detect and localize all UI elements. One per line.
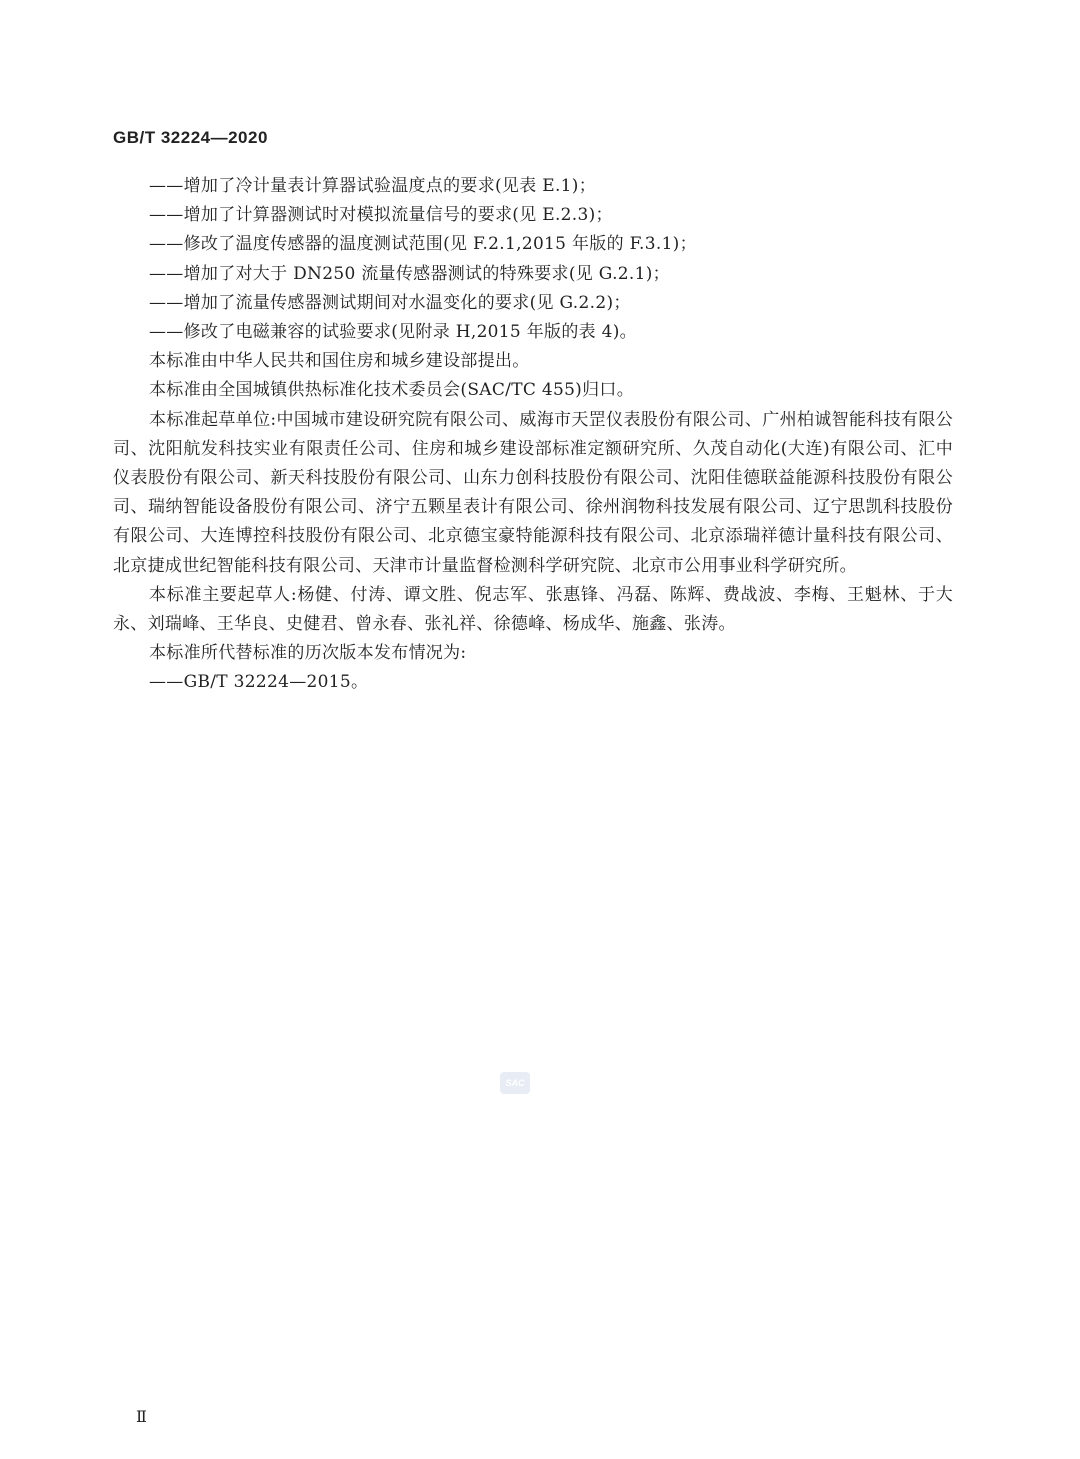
change-item-6: ——修改了电磁兼容的试验要求(见附录 H,2015 年版的表 4)。: [149, 322, 637, 343]
sac-watermark-logo: SAC: [500, 1072, 530, 1094]
change-item-2: ——增加了计算器测试时对模拟流量信号的要求(见 E.2.3)；: [149, 205, 613, 226]
drafters-paragraph: 本标准主要起草人:杨健、付涛、谭文胜、倪志军、张惠锋、冯磊、陈辉、费战波、李梅、王魁林、于大永、刘瑞峰、王华良、史健君、曾永春、张礼祥、徐德峰、杨成华、施鑫、张涛。: [113, 584, 953, 635]
drafting-units-paragraph: 本标准起草单位:中国城市建设研究院有限公司、威海市天罡仪表股份有限公司、广州柏诚智能科技有限公司、沈阳航发科技实业有限责任公司、住房和城乡建设部标准定额研究所、久茂自动化(大连)有限公司、汇中仪表股份有限公司、新天科技股份有限公司、山东力创科技股份有限公司、沈阳佳德联益能源科技股份有限公司、瑞纳智能设备股份有限公司、济宁五颗星表计有限公司、徐州润物科技发展有限公司、辽宁思凯科技股份有限公司、大连博控科技股份有限公司、北京德宝豪特能源科技有限公司、北京添瑞祥德计量科技有限公司、北京捷成世纪智能科技有限公司、天津市计量监督检测科学研究院、北京市公用事业科学研究所。: [113, 409, 953, 576]
standard-number-header: GB/T 32224—2020: [113, 128, 268, 147]
history-intro-paragraph: 本标准所代替标准的历次版本发布情况为:: [149, 643, 467, 664]
change-item-1: ——增加了冷计量表计算器试验温度点的要求(见表 E.1)；: [149, 176, 596, 196]
change-item-4: ——增加了对大于 DN250 流量传感器测试的特殊要求(见 G.2.1)；: [149, 263, 670, 284]
page-number: Ⅱ: [136, 1409, 147, 1426]
change-item-5: ——增加了流量传感器测试期间对水温变化的要求(见 G.2.2)；: [149, 292, 631, 313]
change-item-3: ——修改了温度传感器的温度测试范围(见 F.2.1,2015 年版的 F.3.1)；: [149, 234, 697, 255]
history-item: ——GB/T 32224—2015。: [149, 672, 369, 693]
centralized-by-paragraph: 本标准由全国城镇供热标准化技术委员会(SAC/TC 455)归口。: [149, 380, 635, 401]
proposed-by-paragraph: 本标准由中华人民共和国住房和城乡建设部提出。: [149, 351, 530, 372]
document-body: [113, 172, 953, 698]
